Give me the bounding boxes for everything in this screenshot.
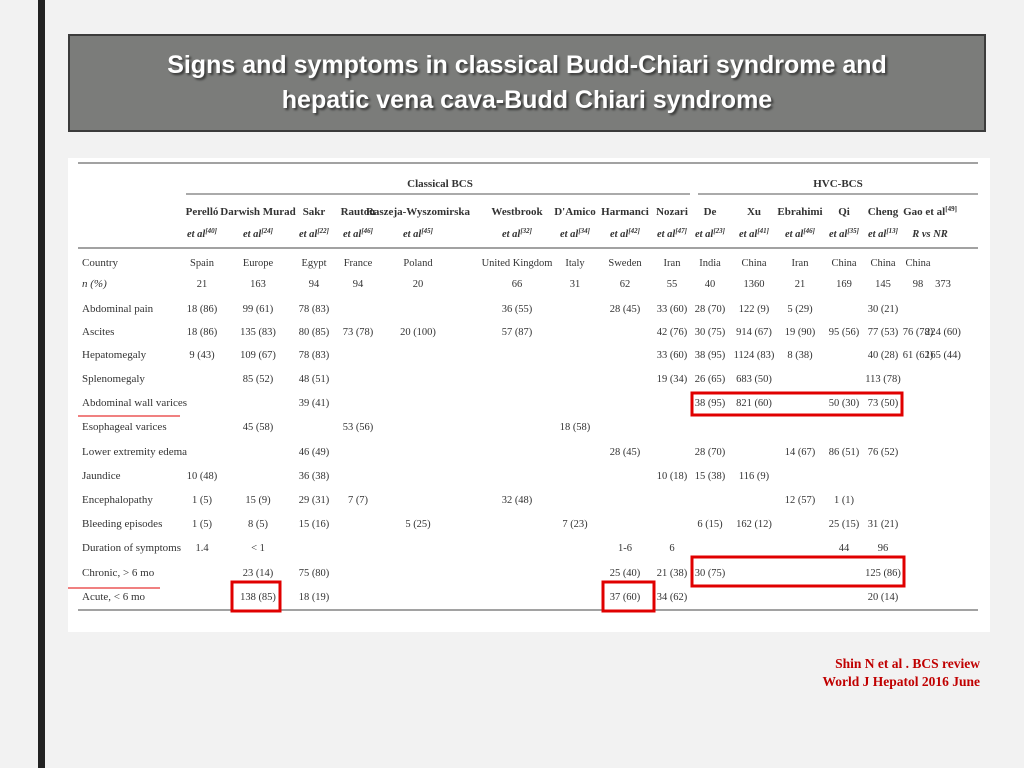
table-cell-r2-c13: 30 (21) — [867, 304, 899, 315]
column-header-4: Raszeja-Wyszomirska — [365, 206, 471, 218]
table-cell-r13-c13: 125 (86) — [865, 568, 901, 579]
table-cell-r9-c9: 15 (38) — [694, 471, 726, 482]
column-header-14: Gao et al[49] — [903, 205, 957, 218]
title-line-1: Signs and symptoms in classical Budd-Chiari syndrome and — [167, 51, 887, 79]
table-cell-r4-c1: 109 (67) — [240, 350, 276, 361]
table-cell-r9-c0: 10 (48) — [186, 471, 218, 482]
table-cell-r8-c11: 14 (67) — [784, 447, 816, 458]
table-cell-r4-c13: 40 (28) — [867, 350, 899, 361]
table-cell-r6-c10: 821 (60) — [736, 398, 772, 409]
table-cell-r11-c1: 8 (5) — [247, 519, 269, 530]
table-cell-r4-c9: 38 (95) — [694, 350, 726, 361]
title-line-2: hepatic vena cava-Budd Chiari syndrome — [281, 86, 773, 114]
table-cell-r10-c3: 7 (7) — [347, 495, 369, 506]
table-cell-r10-c12: 1 (1) — [833, 495, 855, 506]
table-cell-r6-c2: 39 (41) — [298, 398, 330, 409]
table-cell-r10-c5: 32 (48) — [501, 495, 533, 506]
row-label-0: Country — [82, 257, 119, 269]
table-cell-r0-c12: China — [831, 258, 857, 269]
table-cell-r13-c7: 25 (40) — [609, 568, 641, 579]
title-box — [68, 34, 986, 132]
table-cell-r5-c2: 48 (51) — [298, 374, 330, 385]
table-cell-r3-c10: 914 (67) — [736, 327, 772, 338]
column-header-6: D'Amico — [554, 206, 596, 218]
table-cell-r2-c5: 36 (55) — [501, 304, 533, 315]
column-subheader-12: et al[35] — [828, 227, 860, 240]
column-header-12: Qi — [838, 206, 850, 218]
table-cell-r0-c10: China — [741, 258, 767, 269]
column-header-3: Rautou — [340, 206, 376, 218]
table-cell-r0-c3: France — [343, 258, 373, 269]
table-cell-r3-c0: 18 (86) — [186, 327, 218, 338]
column-ref-11: [46] — [803, 227, 816, 235]
row-label-4: Hepatomegaly — [82, 349, 147, 361]
table-cell-r0-c1: Europe — [242, 258, 274, 269]
table-cell-r2-c10: 122 (9) — [738, 304, 770, 315]
table-cell-r1-c7: 62 — [619, 279, 631, 290]
table-image — [68, 158, 990, 632]
table-cell-r4-c10: 1124 (83) — [733, 350, 775, 361]
column-ref-8: [47] — [675, 227, 688, 235]
table-cell-r10-c11: 12 (57) — [784, 495, 816, 506]
left-accent-bar — [38, 0, 45, 768]
table-cell-r3-c9: 30 (75) — [694, 327, 726, 338]
table-cell-r10-c0: 1 (5) — [191, 495, 213, 506]
table-cell-r8-c13: 76 (52) — [867, 447, 899, 458]
group-header-classical-bcs: Classical BCS — [407, 178, 473, 190]
column-subheader-5: et al[32] — [501, 227, 533, 240]
row-label-10: Encephalopathy — [82, 494, 153, 506]
table-cell-r0-c4: Poland — [403, 258, 433, 269]
table-cell-r0-c9: India — [699, 258, 721, 269]
table-cell-r0-c7: Sweden — [608, 258, 642, 269]
column-subheader-10: et al[41] — [738, 227, 770, 240]
table-cell-r5-c13: 113 (78) — [865, 374, 901, 385]
table-cell-r12-c0: 1.4 — [195, 543, 209, 554]
table-cell-r14-c8: 34 (62) — [656, 592, 688, 603]
table-cell-r1-c4: 20 — [412, 279, 424, 290]
column-subheader-8: et al[47] — [656, 227, 688, 240]
column-ref-3: [46] — [361, 227, 374, 235]
table-cell-r3-c2: 80 (85) — [298, 327, 330, 338]
table-cell-r13-c1: 23 (14) — [242, 568, 274, 579]
table-cell-r12-c1: < 1 — [251, 543, 265, 554]
column-header-10: Xu — [746, 206, 762, 218]
table-cell-r1-c10: 1360 — [743, 279, 765, 290]
table-cell-r11-c13: 31 (21) — [867, 519, 899, 530]
table-cell-r1-c9: 40 — [704, 279, 716, 290]
table-cell-r0-c6: Italy — [565, 258, 585, 269]
table-cell-r2-c0: 18 (86) — [186, 304, 218, 315]
column-ref-1: [24] — [261, 227, 274, 235]
table-cell-r4-c2: 78 (83) — [298, 350, 330, 361]
table-cell-r0-c5: United Kingdom — [481, 258, 553, 269]
row-label-6: Abdominal wall varices — [82, 397, 188, 409]
table-cell-r6-c12: 50 (30) — [828, 398, 860, 409]
table-cell-r2-c9: 28 (70) — [694, 304, 726, 315]
slide-title — [167, 48, 887, 118]
column-ref-13: [13] — [886, 227, 899, 235]
table-cell-r14-c13: 20 (14) — [867, 592, 899, 603]
column-ref-12: [35] — [847, 227, 860, 235]
table-cell-r1-c15: 373 — [935, 279, 951, 290]
column-ref-7: [42] — [628, 227, 641, 235]
table-cell-r3-c15: 224 (60) — [925, 327, 961, 338]
table-cell-r0-c8: Iran — [663, 258, 681, 269]
table-cell-r0-c13: China — [870, 258, 896, 269]
table-cell-r10-c2: 29 (31) — [298, 495, 330, 506]
table-cell-r3-c14: 76 (78) — [902, 327, 934, 338]
column-ref-6: [34] — [578, 227, 591, 235]
table-cell-r12-c8: 6 — [669, 543, 675, 554]
table-cell-r9-c8: 10 (18) — [656, 471, 688, 482]
column-header-7: Harmanci — [601, 206, 649, 218]
row-label-8: Lower extremity edema — [82, 446, 188, 458]
table-cell-r7-c6: 18 (58) — [559, 422, 591, 433]
table-cell-r14-c1: 138 (85) — [240, 592, 276, 603]
column-ref-14: [49] — [945, 205, 957, 213]
table-cell-r1-c5: 66 — [511, 279, 523, 290]
table-cell-r5-c9: 26 (65) — [694, 374, 726, 385]
table-cell-r1-c0: 21 — [196, 279, 208, 290]
row-label-1: n (%) — [82, 278, 107, 290]
table-cell-r2-c8: 33 (60) — [656, 304, 688, 315]
table-cell-r3-c13: 77 (53) — [867, 327, 899, 338]
table-cell-r2-c1: 99 (61) — [242, 304, 274, 315]
column-ref-4: [45] — [421, 227, 434, 235]
column-subheader-11: et al[46] — [784, 227, 816, 240]
table-cell-r11-c10: 162 (12) — [736, 519, 772, 530]
column-ref-10: [41] — [757, 227, 770, 235]
column-header-0: Perelló — [185, 206, 219, 218]
column-ref-5: [32] — [520, 227, 533, 235]
table-cell-r3-c3: 73 (78) — [342, 327, 374, 338]
table-cell-r3-c8: 42 (76) — [656, 327, 688, 338]
table-cell-r3-c12: 95 (56) — [828, 327, 860, 338]
table-cell-r3-c5: 57 (87) — [501, 327, 533, 338]
citation-line-2: World J Hepatol 2016 June — [822, 674, 980, 690]
table-cell-r5-c1: 85 (52) — [242, 374, 274, 385]
table-cell-r3-c1: 135 (83) — [240, 327, 276, 338]
column-header-8: Nozari — [656, 206, 688, 218]
table-cell-r14-c7: 37 (60) — [609, 592, 641, 603]
table-cell-r5-c10: 683 (50) — [736, 374, 772, 385]
table-cell-r4-c14: 61 (62) — [902, 350, 934, 361]
citation — [700, 655, 980, 691]
column-subheader-9: et al[23] — [694, 227, 726, 240]
column-subheader-1: et al[24] — [242, 227, 274, 240]
column-subheader-6: et al[34] — [559, 227, 591, 240]
citation-line-1: Shin N et al . BCS review — [835, 656, 980, 671]
table-cell-r1-c3: 94 — [352, 279, 364, 290]
table-cell-r11-c9: 6 (15) — [697, 519, 723, 530]
row-label-11: Bleeding episodes — [82, 518, 163, 530]
table-cell-r11-c0: 1 (5) — [191, 519, 213, 530]
table-cell-r1-c1: 163 — [250, 279, 266, 290]
row-label-9: Jaundice — [82, 470, 121, 482]
table-cell-r1-c14: 98 — [912, 279, 924, 290]
column-subheader-4: et al[45] — [402, 227, 434, 240]
table-cell-r0-c0: Spain — [190, 258, 214, 269]
table-cell-r9-c10: 116 (9) — [738, 471, 770, 482]
group-header-hvc-bcs: HVC-BCS — [813, 178, 863, 190]
row-label-7: Esophageal varices — [82, 421, 167, 433]
column-subheader-14: R vs NR — [912, 229, 948, 240]
table-cell-r10-c1: 15 (9) — [245, 495, 271, 506]
table-cell-r0-c11: Iran — [791, 258, 809, 269]
table-cell-r7-c3: 53 (56) — [342, 422, 374, 433]
column-subheader-3: et al[46] — [342, 227, 374, 240]
column-ref-9: [23] — [713, 227, 726, 235]
table-cell-r1-c6: 31 — [569, 279, 581, 290]
row-label-2: Abdominal pain — [82, 303, 154, 315]
table-cell-r3-c4: 20 (100) — [400, 327, 436, 338]
table-cell-r6-c9: 38 (95) — [694, 398, 726, 409]
table-cell-r8-c12: 86 (51) — [828, 447, 860, 458]
table-cell-r11-c6: 7 (23) — [562, 519, 588, 530]
table-cell-r11-c12: 25 (15) — [828, 519, 860, 530]
table-cell-r1-c12: 169 — [836, 279, 852, 290]
table-cell-r4-c15: 165 (44) — [925, 350, 961, 361]
column-header-1: Darwish Murad — [220, 206, 296, 218]
column-header-13: Cheng — [867, 206, 899, 218]
table-cell-r0-c14: China — [905, 258, 931, 269]
table-cell-r14-c2: 18 (19) — [298, 592, 330, 603]
table-cell-r11-c2: 15 (16) — [298, 519, 330, 530]
column-header-11: Ebrahimi — [777, 206, 823, 218]
column-header-9: De — [703, 206, 717, 218]
table-cell-r1-c11: 21 — [794, 279, 806, 290]
row-label-12: Duration of symptoms — [82, 542, 181, 554]
row-label-14: Acute, < 6 mo — [82, 591, 146, 603]
table-cell-r1-c8: 55 — [666, 279, 678, 290]
column-subheader-2: et al[22] — [298, 227, 330, 240]
table-cell-r5-c8: 19 (34) — [656, 374, 688, 385]
column-header-2: Sakr — [302, 206, 326, 218]
table-cell-r13-c9: 30 (75) — [694, 568, 726, 579]
table-cell-r4-c8: 33 (60) — [656, 350, 688, 361]
table-cell-r2-c11: 5 (29) — [787, 304, 813, 315]
table-cell-r6-c13: 73 (50) — [867, 398, 899, 409]
row-label-3: Ascites — [82, 326, 115, 338]
column-subheader-7: et al[42] — [609, 227, 641, 240]
table-cell-r11-c4: 5 (25) — [405, 519, 431, 530]
column-header-5: Westbrook — [491, 206, 543, 218]
column-subheader-0: et al[40] — [186, 227, 218, 240]
table-cell-r12-c7: 1-6 — [618, 543, 632, 554]
column-ref-0: [40] — [205, 227, 218, 235]
table-cell-r4-c0: 9 (43) — [189, 350, 215, 361]
table-cell-r3-c11: 19 (90) — [784, 327, 816, 338]
table-cell-r13-c2: 75 (80) — [298, 568, 330, 579]
table-cell-r2-c2: 78 (83) — [298, 304, 330, 315]
column-ref-2: [22] — [317, 227, 330, 235]
column-subheader-13: et al[13] — [867, 227, 899, 240]
table-cell-r8-c7: 28 (45) — [609, 447, 641, 458]
row-label-13: Chronic, > 6 mo — [82, 567, 155, 579]
table-cell-r1-c2: 94 — [308, 279, 320, 290]
table-cell-r8-c9: 28 (70) — [694, 447, 726, 458]
table-cell-r7-c1: 45 (58) — [242, 422, 274, 433]
table-cell-r9-c2: 36 (38) — [298, 471, 330, 482]
table-cell-r8-c2: 46 (49) — [298, 447, 330, 458]
table-cell-r1-c13: 145 — [875, 279, 891, 290]
table-cell-r4-c11: 8 (38) — [787, 350, 813, 361]
table-cell-r12-c13: 96 — [877, 543, 889, 554]
table-cell-r0-c2: Egypt — [301, 258, 327, 269]
table-cell-r12-c12: 44 — [838, 543, 850, 554]
table-cell-r13-c8: 21 (38) — [656, 568, 688, 579]
table-cell-r2-c7: 28 (45) — [609, 304, 641, 315]
row-label-5: Splenomegaly — [82, 373, 145, 385]
symptoms-table — [68, 158, 990, 632]
